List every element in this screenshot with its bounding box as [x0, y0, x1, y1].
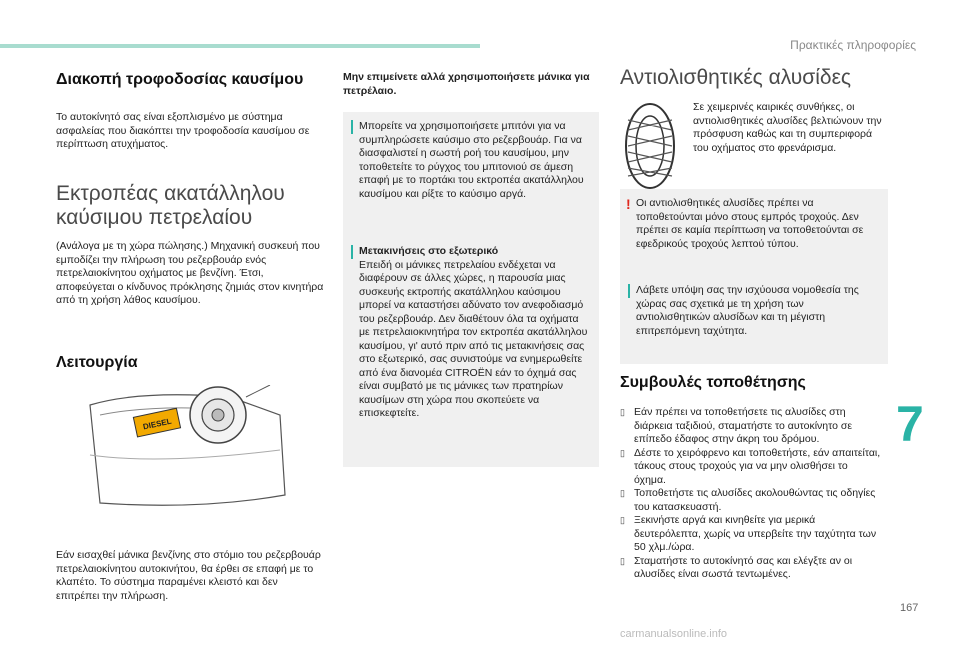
info-icon	[628, 284, 630, 298]
legislation-info-box	[620, 276, 888, 364]
list-item: ▯ Εάν πρέπει να τοποθετήσετε τις αλυσίδες στη διάρκεια ταξιδιού, σταματήστε το αυτοκίνητο σε επίπεδο έδαφος στην άκρη του δρόμου.	[620, 406, 882, 447]
fitting-tips-title: Συμβουλές τοποθέτησης	[620, 374, 806, 391]
snow-chains-title: Αντιολισθητικές αλυσίδες	[620, 66, 852, 89]
operation-title: Λειτουργία	[56, 354, 138, 371]
page-number: 167	[900, 602, 919, 614]
misfuel-title-line1: Εκτροπέας ακατάλληλου	[56, 182, 285, 205]
section-header: Πρακτικές πληροφορίες	[790, 38, 916, 52]
fuel-cutoff-title: Διακοπή τροφοδοσίας καυσίμου	[56, 71, 304, 88]
front-wheels-warning-text: Οι αντιολισθητικές αλυσίδες πρέπει να τοποθετούνται μόνο στους εμπρός τροχούς. Δεν πρέπει σε καμία περίπτωση να τοποθετούνται σε εφεδρικούς τροχούς λεπτού τύπου.	[636, 197, 864, 250]
snow-chains-text: Σε χειμερινές καιρικές συνθήκες, οι αντιολισθητικές αλυσίδες βελτιώνουν την πρόσφυση καθώς και τη συμπεριφορά του οχήματος στο φρενάρισμα.	[693, 101, 882, 154]
fuel-filler-illustration	[80, 385, 302, 517]
diesel-label: DIESEL	[142, 416, 173, 432]
fuel-cutoff-text: Το αυτοκίνητό σας είναι εξοπλισμένο με σύστημα ασφαλείας που διακόπτει την τροφοδοσία καυσίμου σε περίπτωση ατυχήματος.	[56, 111, 310, 150]
abroad-info-text: Επειδή οι μάνικες πετρελαίου ενδέχεται να διαφέρουν σε άλλες χώρες, η παρουσία μιας συσκευής εκτροπής ακατάλληλου καύσιμου μπορεί να καταστήσει αδύνατο τον ανεφοδιασμό του ρεζερβουάρ. Δεν διαθέτουν όλα τα οχήματα με πετρελαιοκινητήρα τον εκτροπέα ακατάλληλου καυσίμου, γι' αυτό πριν από τις μετακινήσεις σας στο εξωτερικό, σας συνιστούμε να ενημερωθείτε από ένα διανομέα CITROËN εάν το όχημά σας είναι συμβατό με τις μάνικες των πρατηρίων καυσίμων στη χώρα που σκοπεύετε να επισκεφτείτε.	[359, 258, 588, 419]
list-item: ▯ Δέστε το χειρόφρενο και τοποθετήστε, εάν απαιτείται, τάκους στους τροχούς για να μην ολισθήσει το όχημα.	[620, 447, 882, 488]
abroad-info-box	[343, 237, 599, 467]
front-wheels-warning-box	[620, 189, 888, 279]
jerrycan-info-text: Μπορείτε να χρησιμοποιήσετε μπιτόνι για να συμπληρώσετε καύσιμο στο ρεζερβουάρ. Για να διασφαλιστεί η σωστή ροή του καυσίμου, μην τοποθετείτε το ρύγχος του μπιτονιού σε άμεση επαφή με το πορτάκι του εκτροπέα ακατάλληλου καυσίμου και ρίξτε το καύσιμο αργά.	[359, 120, 584, 200]
abroad-info-title: Μετακινήσεις στο εξωτερικό	[359, 245, 499, 257]
legislation-info-text: Λάβετε υπόψη σας την ισχύουσα νομοθεσία της χώρας σας σχετικά με τη χρήση των αντιολισθητικών αλυσίδων και τη μέγιστη επιτρεπόμενη ταχύτητα.	[636, 284, 859, 337]
header-accent-bar	[0, 44, 480, 48]
snow-chain-icon	[620, 100, 680, 192]
misfuel-title	[56, 182, 285, 230]
list-item: ▯ Ξεκινήστε αργά και κινηθείτε για μερικά δευτερόλεπτα, χωρίς να υπερβείτε την ταχύτητα των 50 χλμ./ώρα.	[620, 514, 882, 555]
warning-icon: !	[626, 196, 631, 212]
list-item: ▯ Τοποθετήστε τις αλυσίδες ακολουθώντας τις οδηγίες του κατασκευαστή.	[620, 487, 882, 514]
list-item: ▯ Σταματήστε το αυτοκίνητό σας και ελέγξτε αν οι αλυσίδες είναι σωστά τεντωμένες.	[620, 555, 882, 582]
misfuel-text: (Ανάλογα με τη χώρα πώλησης.) Μηχανική συσκευή που εμποδίζει την πλήρωση του ρεζερβουάρ ενός πετρελαιοκίνητου οχήματος με βενζίνη. Έτσι, αποφεύγεται ο κίνδυνος πρόκλησης ζημιάς στον κινητήρα από τη χρήση λάθος καυσίμου.	[56, 240, 324, 306]
info-icon	[351, 120, 353, 134]
chapter-number: 7	[896, 396, 924, 452]
operation-text: Εάν εισαχθεί μάνικα βενζίνης στο στόμιο του ρεζερβουάρ πετρελαιοκίνητου αυτοκινήτου, θα έρθει σε επαφή με το κλαπέτο. Το σύστημα παραμένει κλειστό και δεν επιτρέπει την πλήρωση.	[56, 549, 321, 602]
fitting-tips-list	[620, 406, 882, 582]
jerrycan-info-box	[343, 112, 599, 240]
info-icon	[351, 245, 353, 259]
misfuel-title-line2: καύσιμου πετρελαίου	[56, 206, 253, 229]
watermark: carmanualsonline.info	[620, 628, 728, 640]
use-diesel-nozzle-note: Μην επιμείνετε αλλά χρησιμοποιήσετε μάνικα για πετρέλαιο.	[343, 71, 590, 97]
